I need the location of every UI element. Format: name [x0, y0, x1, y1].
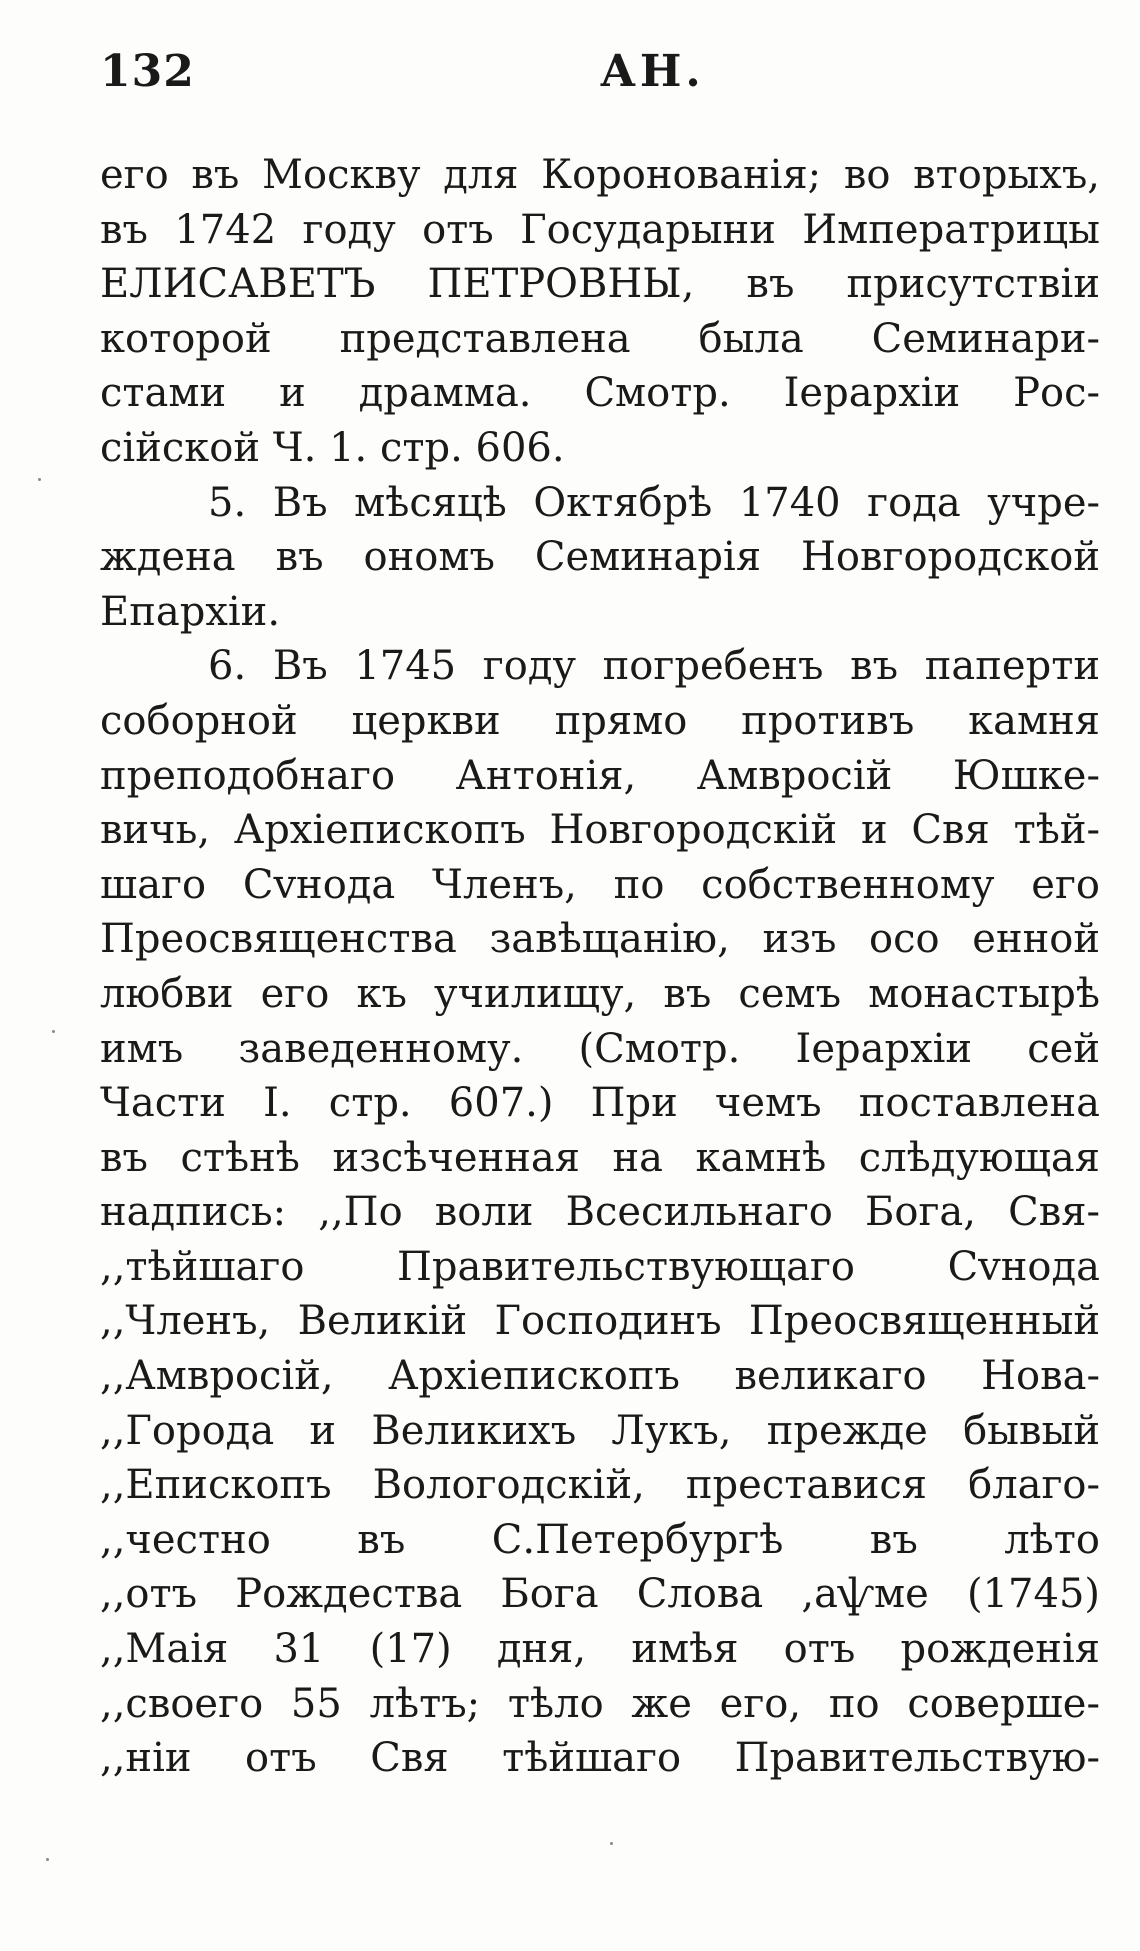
text-line: Преосвященства завѣщанію, изъ осо енной	[100, 916, 1100, 963]
scan-speck	[46, 1858, 49, 1861]
text-line: Епархіи.	[100, 588, 281, 635]
text-line: ждена въ ономъ Семинарія Новгородской	[100, 534, 1100, 581]
text-line: его въ Москву для Коронованія; во вторыхъ,	[100, 152, 1100, 198]
text-line: 5. Въ мѣсяцѣ Октябрѣ 1740 года учре-	[208, 479, 1100, 526]
text-line: ,,ніи отъ Свя тѣйшаго Правительствую-	[100, 1735, 1100, 1782]
text-line: въ стѣнѣ изсѣченная на камнѣ слѣдующая	[100, 1134, 1100, 1181]
text-line: имъ заведенному. (Смотр. Іерархіи сей	[100, 1025, 1100, 1072]
text-line: надпись: ,,По воли Всесильнаго Бога, Свя-	[100, 1189, 1100, 1236]
text-line: ,,своего 55 лѣтъ; тѣло же его, по соверше-	[100, 1680, 1100, 1727]
text-line: 6. Въ 1745 году погребенъ въ паперти	[208, 643, 1100, 690]
running-head-title: АН.	[600, 46, 705, 97]
text-line: ,,Города и Великихъ Лукъ, прежде бывый	[100, 1407, 1100, 1454]
scan-speck	[52, 1030, 55, 1033]
scan-speck	[38, 478, 41, 481]
text-line: ,,отъ Рождества Бога Слова ,аѱме (1745)	[100, 1571, 1100, 1618]
text-line: ,,тѣйшаго Правительствующаго Сvнода	[100, 1243, 1100, 1290]
text-line: соборной церкви прямо противъ камня	[100, 697, 1100, 744]
text-line: любви его къ училищу, въ семъ монастырѣ	[100, 970, 1100, 1017]
page-number: 132	[100, 46, 195, 97]
text-line: ,,Членъ, Великій Господинъ Преосвященный	[100, 1298, 1100, 1345]
text-line: ,,Маія 31 (17) дня, имѣя отъ рожденія	[100, 1626, 1100, 1673]
text-line: которой представлена была Семинари-	[100, 315, 1100, 362]
text-line: въ 1742 году отъ Государыни Императрицы	[100, 206, 1100, 253]
text-line: ЕЛИСАВЕТЪ ПЕТРОВНЫ, въ присутствіи	[100, 261, 1100, 308]
text-line: ,,честно въ С.Петербургѣ въ лѣто	[100, 1516, 1100, 1563]
text-line: вичь, Архіепископъ Новгородскій и Свя тѣй-	[100, 807, 1100, 854]
running-head	[100, 46, 1100, 106]
text-line: ,,Амвросій, Архіепископъ великаго Нова-	[100, 1353, 1100, 1400]
text-line: Части I. стр. 607.) При чемъ поставлена	[100, 1080, 1100, 1127]
text-line: стами и драмма. Смотр. Іерархіи Рос-	[100, 370, 1100, 417]
text-line: сійской Ч. 1. стр. 606.	[100, 424, 565, 471]
text-line: преподобнаго Антонія, Амвросій Юшке-	[100, 752, 1100, 799]
scan-speck	[610, 1842, 613, 1845]
text-line: ,,Епископъ Вологодскій, преставися благо-	[100, 1462, 1100, 1509]
body-text	[100, 148, 1100, 1786]
text-line: шаго Сvнода Членъ, по собственному его	[100, 861, 1100, 908]
